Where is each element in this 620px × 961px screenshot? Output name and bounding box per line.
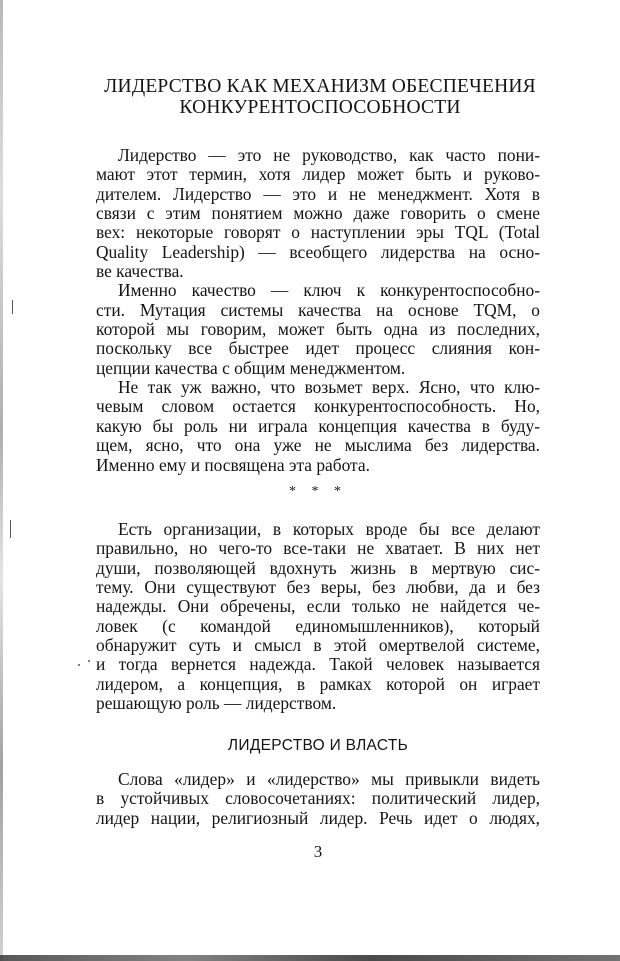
text-line: Лидерство — это не руководство, как часто пони- — [118, 145, 540, 165]
text-line: сти. Мутация системы качества на основе TQM, о — [96, 299, 540, 320]
text-line: ве качества. — [96, 261, 184, 282]
chapter-title-line-2: КОНКУРЕНТОСПОСОБНОСТИ — [179, 97, 461, 118]
text-line: вех: некоторые говорят о наступлении эры TQL (Total — [96, 222, 540, 243]
text-line: поскольку все быстрее идет процесс слияния кон- — [96, 338, 540, 359]
text-line: Quality Leadership) — всеобщего лидерства на осно- — [96, 241, 540, 262]
text-line: надежды. Они обречены, если только не найдется че- — [96, 596, 540, 617]
text-line: души, позволяющей вдохнуть жизнь в мертвую сис- — [96, 557, 540, 578]
scan-bottom-shadow — [0, 955, 620, 961]
page-number: 3 — [313, 842, 323, 861]
organizations-text-block — [96, 520, 540, 713]
section-separator: * * * — [289, 484, 347, 499]
scan-speck — [88, 660, 90, 662]
text-line: дителем. Лидерство — это и не менеджмент. Хотя в — [96, 183, 540, 204]
text-line: щем, ясно, что она уже не мыслима без лидерства. — [96, 435, 540, 456]
section-subheading: ЛИДЕРСТВО И ВЛАСТЬ — [227, 737, 409, 754]
text-line: обнаружит суть и смысл в этой омертвелой системе, — [96, 635, 540, 656]
intro-text-block — [96, 146, 540, 475]
text-line: тему. Они существуют без веры, без любви, да и без — [96, 577, 540, 598]
chapter-title — [60, 76, 580, 118]
scan-speck — [12, 300, 13, 314]
leadership-power-text-block — [96, 770, 540, 828]
text-line: цепции качества с общим менеджментом. — [96, 357, 406, 378]
chapter-title-line-1: ЛИДЕРСТВО КАК МЕХАНИЗМ ОБЕСПЕЧЕНИЯ — [104, 76, 536, 97]
text-line: мают этот термин, хотя лидер может быть и руково- — [96, 164, 540, 185]
text-line: Именно качество — ключ к конкурентоспособно- — [118, 280, 540, 301]
text-line: связи с этим понятием можно даже говорить о смене — [96, 203, 540, 224]
text-line: какую бы роль ни играла концепция качества в буду- — [96, 415, 540, 436]
text-line: Не так уж важно, что возьмет верх. Ясно, что клю- — [118, 377, 540, 398]
scan-speck — [78, 664, 80, 666]
text-line: чевым словом остается конкурентоспособность. Но, — [96, 396, 540, 417]
scan-speck — [10, 520, 11, 538]
text-line: лидером, а концепция, в рамках которой он играет — [96, 673, 540, 694]
text-line: Есть организации, в которых вроде бы все делают — [118, 519, 540, 539]
text-line: Слова «лидер» и «лидерство» мы привыкли видеть — [118, 769, 540, 789]
scan-edge-shadow — [0, 0, 3, 961]
text-line: в устойчивых словосочетаниях: политический лидер, — [96, 788, 540, 809]
text-line: и тогда вернется надежда. Такой человек называется — [96, 654, 540, 675]
text-line: ловек (с командой единомышленников), который — [96, 615, 540, 636]
text-line: Именно ему и посвящена эта работа. — [96, 454, 370, 475]
text-line: которой мы говорим, может быть одна из последних, — [96, 319, 540, 340]
text-line: лидер нации, религиозный лидер. Речь идет о людях, — [96, 807, 540, 828]
text-line: решающую роль — лидерством. — [96, 693, 337, 714]
text-line: правильно, но чего-то все-таки не хватает. В них нет — [96, 538, 540, 559]
